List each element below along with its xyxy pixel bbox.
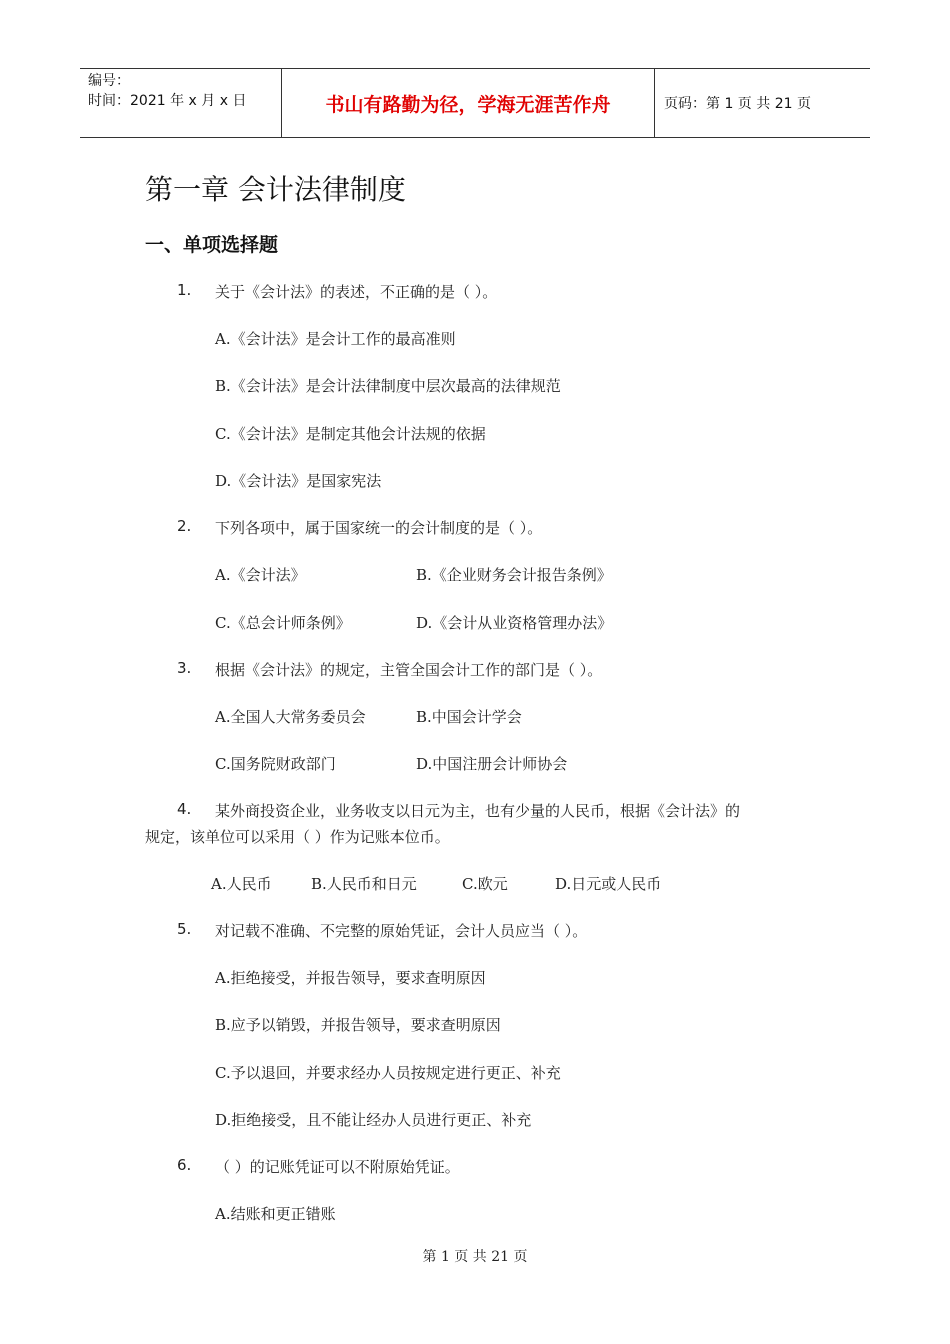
section-title: 一、单项选择题 — [145, 234, 279, 256]
question-number: 6. — [177, 1156, 192, 1174]
option-a: A.《会计法》 — [215, 566, 306, 584]
header-divider — [654, 69, 655, 137]
option-a: A.结账和更正错账 — [215, 1205, 336, 1223]
header-page-info: 页码：第 1 页 共 21 页 — [664, 96, 811, 112]
question-stem: 根据《会计法》的规定，主管全国会计工作的部门是（ ）。 — [215, 661, 603, 679]
option-d: D.《会计从业资格管理办法》 — [416, 614, 613, 632]
option-d: D.《会计法》是国家宪法 — [215, 472, 382, 490]
question-stem: 对记载不准确、不完整的原始凭证，会计人员应当（ ）。 — [215, 922, 588, 940]
question-number: 1. — [177, 281, 192, 299]
question-number: 4. — [177, 800, 192, 818]
option-a: A.《会计法》是会计工作的最高准则 — [215, 330, 456, 348]
option-b: B.《会计法》是会计法律制度中层次最高的法律规范 — [215, 377, 561, 395]
option-d: D.中国注册会计师协会 — [416, 755, 568, 773]
option-d: D.日元或人民币 — [555, 875, 662, 893]
option-a: A.拒绝接受，并报告领导，要求查明原因 — [215, 969, 486, 987]
option-d: D.拒绝接受，且不能让经办人员进行更正、补充 — [215, 1111, 532, 1129]
question-number: 2. — [177, 517, 192, 535]
header-meta — [88, 71, 246, 111]
option-b: B.中国会计学会 — [416, 708, 522, 726]
header-motto: 书山有路勤为径，学海无涯苦作舟 — [325, 93, 611, 116]
option-c: C.《会计法》是制定其他会计法规的依据 — [215, 425, 486, 443]
option-a: A.人民币 — [211, 875, 272, 893]
question-stem-continued: 规定，该单位可以采用（ ）作为记账本位币。 — [145, 828, 450, 846]
option-c: C.《总会计师条例》 — [215, 614, 351, 632]
question-stem: （ ）的记账凭证可以不附原始凭证。 — [215, 1158, 460, 1176]
document-time: 时间：2021 年 x 月 x 日 — [88, 93, 247, 109]
option-c: C.欧元 — [462, 875, 508, 893]
option-b: B.人民币和日元 — [311, 875, 417, 893]
option-c: C.国务院财政部门 — [215, 755, 336, 773]
chapter-title: 第一章 会计法律制度 — [145, 173, 406, 206]
question-number: 3. — [177, 659, 192, 677]
option-a: A.全国人大常务委员会 — [215, 708, 366, 726]
question-stem: 某外商投资企业，业务收支以日元为主，也有少量的人民币，根据《会计法》的 — [215, 802, 741, 820]
document-number-label: 编号： — [88, 73, 130, 89]
page-footer: 第 1 页 共 21 页 — [422, 1249, 528, 1265]
question-stem: 下列各项中，属于国家统一的会计制度的是（ ）。 — [215, 519, 543, 537]
question-number: 5. — [177, 920, 192, 938]
question-stem: 关于《会计法》的表述，不正确的是（ ）。 — [215, 283, 498, 301]
option-b: B.《企业财务会计报告条例》 — [416, 566, 612, 584]
option-b: B.应予以销毁，并报告领导，要求查明原因 — [215, 1016, 501, 1034]
option-c: C.予以退回，并要求经办人员按规定进行更正、补充 — [215, 1064, 561, 1082]
page-header — [80, 68, 870, 138]
